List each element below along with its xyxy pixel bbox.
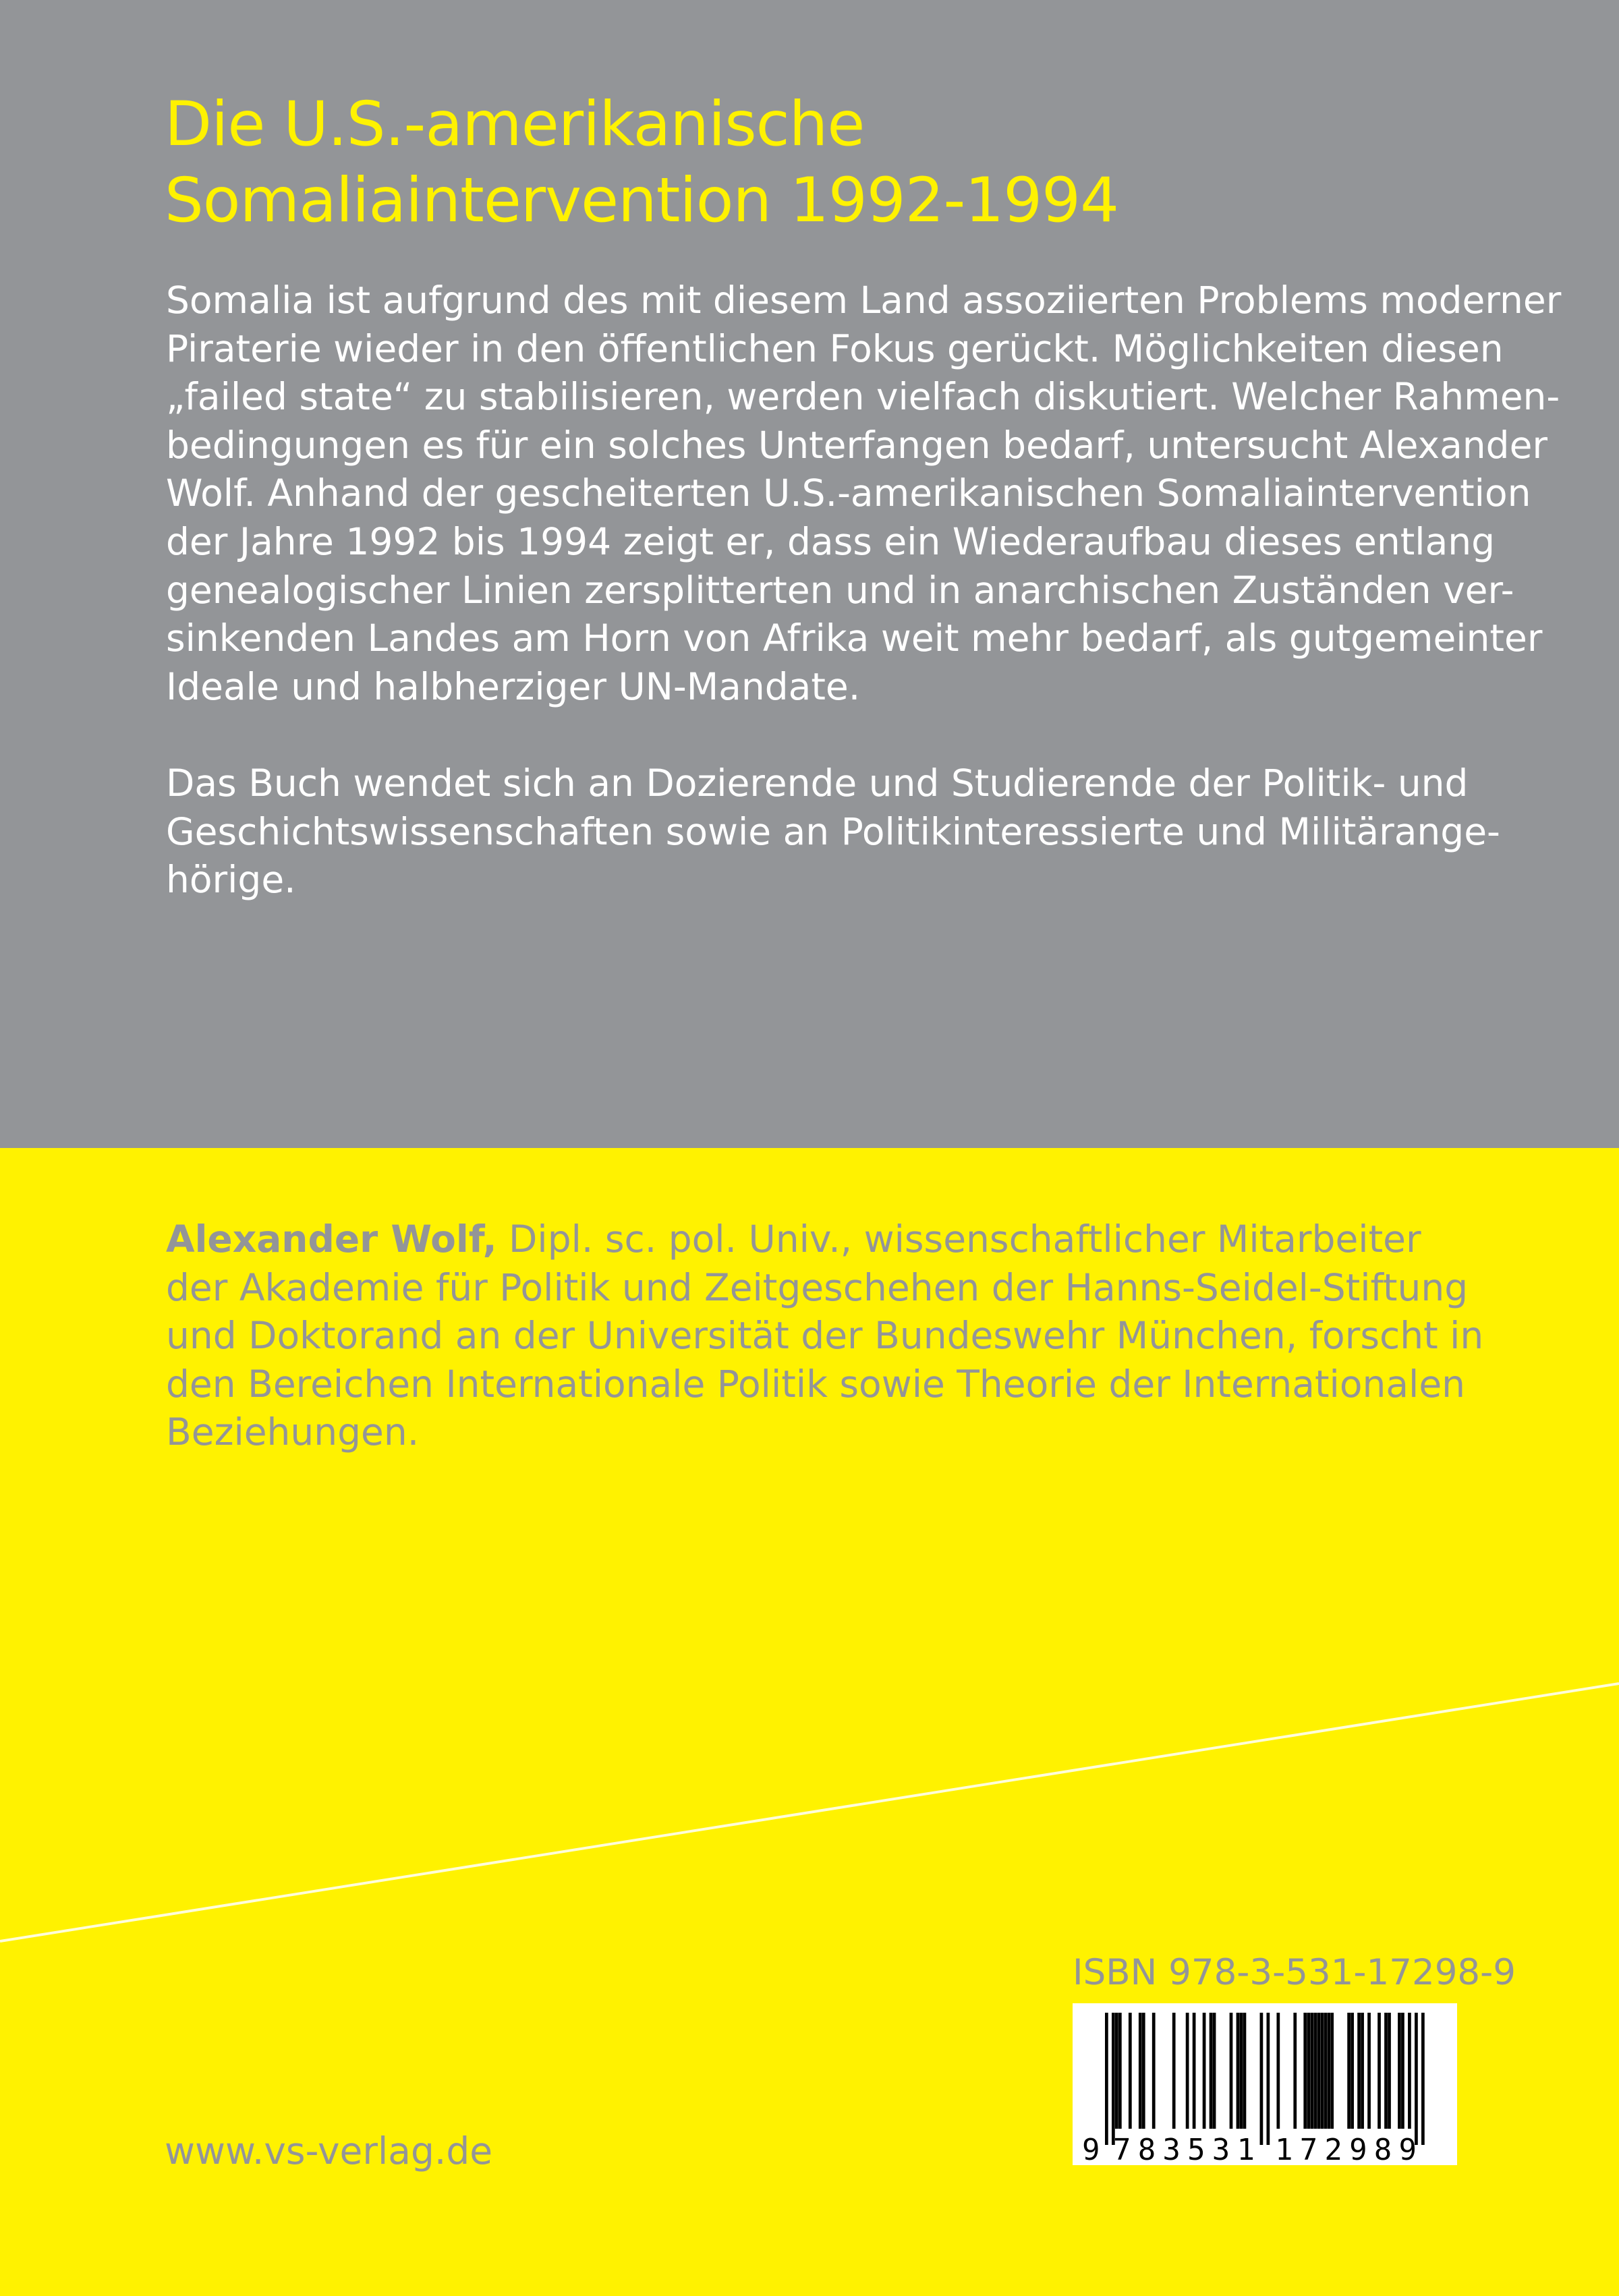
author-bio	[166, 1215, 1515, 1457]
barcode-bar	[1307, 2013, 1310, 2129]
blurb-line: sinkenden Landes am Horn von Afrika weit mehr bedarf, als gutgemeinter	[166, 616, 1543, 660]
barcode-digit-lead: 9	[1082, 2133, 1100, 2165]
book-title-line-1: Die U.S.-amerikanische	[165, 89, 865, 160]
barcode-bar	[1112, 2013, 1115, 2145]
barcode-bar	[1186, 2013, 1189, 2129]
barcode-bar	[1230, 2013, 1233, 2129]
blurb-line: Wolf. Anhand der gescheiterten U.S.-amerikanischen Somaliaintervention	[166, 471, 1531, 515]
blurb-paragraph-2	[166, 759, 1515, 905]
barcode-bar	[1266, 2013, 1270, 2145]
publisher-website[interactable]: www.vs-verlag.de	[165, 2129, 493, 2173]
barcode-bar	[1401, 2013, 1404, 2129]
author-bio-line: den Bereichen Internationale Politik sowie Theorie der Internationalen	[166, 1362, 1466, 1406]
barcode-bar	[1324, 2013, 1327, 2129]
barcode-bar	[1129, 2013, 1132, 2129]
barcode-bar	[1276, 2013, 1280, 2129]
isbn-label: ISBN 978-3-531-17298-9	[1073, 1952, 1516, 1993]
blurb-line: Geschichtswissenschaften sowie an Politikinteressierte und Militärange-	[166, 809, 1500, 853]
blurb-paragraph-1	[166, 277, 1562, 711]
barcode-bar	[1377, 2013, 1381, 2129]
blurb-line: hörige.	[166, 858, 296, 902]
barcode-bar	[1260, 2013, 1263, 2145]
barcode-bar	[1172, 2013, 1176, 2129]
barcode-bar	[1317, 2013, 1320, 2129]
barcode-bar	[1303, 2013, 1307, 2129]
barcode-bar	[1327, 2013, 1330, 2129]
barcode-bar	[1361, 2013, 1364, 2129]
barcode-bar	[1193, 2013, 1196, 2129]
barcode-bar	[1310, 2013, 1313, 2129]
barcode-bar	[1347, 2013, 1351, 2129]
barcode-bar	[1243, 2013, 1247, 2129]
barcode-bar	[1115, 2013, 1118, 2129]
barcode-bar	[1237, 2013, 1240, 2129]
barcode-bar	[1367, 2013, 1371, 2129]
barcode-bar	[1421, 2013, 1425, 2145]
book-title	[165, 86, 1514, 239]
barcode-bar	[1293, 2013, 1297, 2129]
author-bio-line	[166, 1215, 1515, 1264]
barcode-bar	[1388, 2013, 1391, 2129]
author-bio-line: der Akademie für Politik und Zeitgeschehen der Hanns-Seidel-Stiftung	[166, 1265, 1469, 1309]
barcode-bar	[1139, 2013, 1142, 2129]
barcode-bar	[1118, 2013, 1122, 2129]
barcode-bar	[1210, 2013, 1213, 2129]
blurb-line: bedingungen es für ein solches Unterfangen bedarf, untersucht Alexander	[166, 423, 1548, 467]
author-bio-line-rest: Dipl. sc. pol. Univ., wissenschaftlicher Mitarbeiter	[496, 1217, 1421, 1261]
barcode-bar	[1320, 2013, 1324, 2129]
barcode-bar	[1408, 2013, 1411, 2129]
author-bio-line: Beziehungen.	[166, 1410, 420, 1454]
author-name: Alexander Wolf,	[166, 1217, 497, 1261]
blurb-line: Somalia ist aufgrund des mit diesem Land assoziierten Problems moderner	[166, 279, 1562, 322]
barcode-digits-right: 172989	[1275, 2133, 1417, 2165]
blurb-line: Piraterie wieder in den öffentlichen Fokus gerückt. Möglichkeiten diesen	[166, 326, 1504, 370]
barcode-bar	[1152, 2013, 1156, 2129]
barcode-bar	[1240, 2013, 1243, 2129]
barcode-bar	[1357, 2013, 1361, 2129]
barcode-bar	[1203, 2013, 1206, 2129]
blurb-line: genealogischer Linien zersplitterten und in anarchischen Zuständen ver-	[166, 568, 1514, 612]
barcode-bar	[1398, 2013, 1401, 2129]
blurb-line: Das Buch wendet sich an Dozierende und Studierende der Politik- und	[166, 762, 1469, 805]
blurb-line: „failed state“ zu stabilisieren, werden vielfach diskutiert. Welcher Rahmen-	[166, 375, 1560, 419]
author-bio-line: und Doktorand an der Universität der Bundeswehr München, forscht in	[166, 1314, 1484, 1358]
barcode-bar	[1384, 2013, 1388, 2129]
barcode-digits-left: 783531	[1113, 2133, 1255, 2165]
blurb-line: Ideale und halbherziger UN-Mandate.	[166, 664, 861, 708]
barcode-bar	[1142, 2013, 1145, 2129]
book-title-line-2: Somaliaintervention 1992-1994	[165, 165, 1118, 236]
barcode-bars	[1105, 2013, 1425, 2145]
barcode-bar	[1415, 2013, 1418, 2145]
barcode	[1073, 2003, 1457, 2165]
blurb-line: der Jahre 1992 bis 1994 zeigt er, dass ein Wiederaufbau dieses entlang	[166, 519, 1496, 563]
barcode-bar	[1351, 2013, 1354, 2129]
barcode-bar	[1313, 2013, 1317, 2129]
barcode-bar	[1330, 2013, 1334, 2129]
barcode-bar	[1213, 2013, 1216, 2129]
barcode-bar	[1105, 2013, 1108, 2145]
